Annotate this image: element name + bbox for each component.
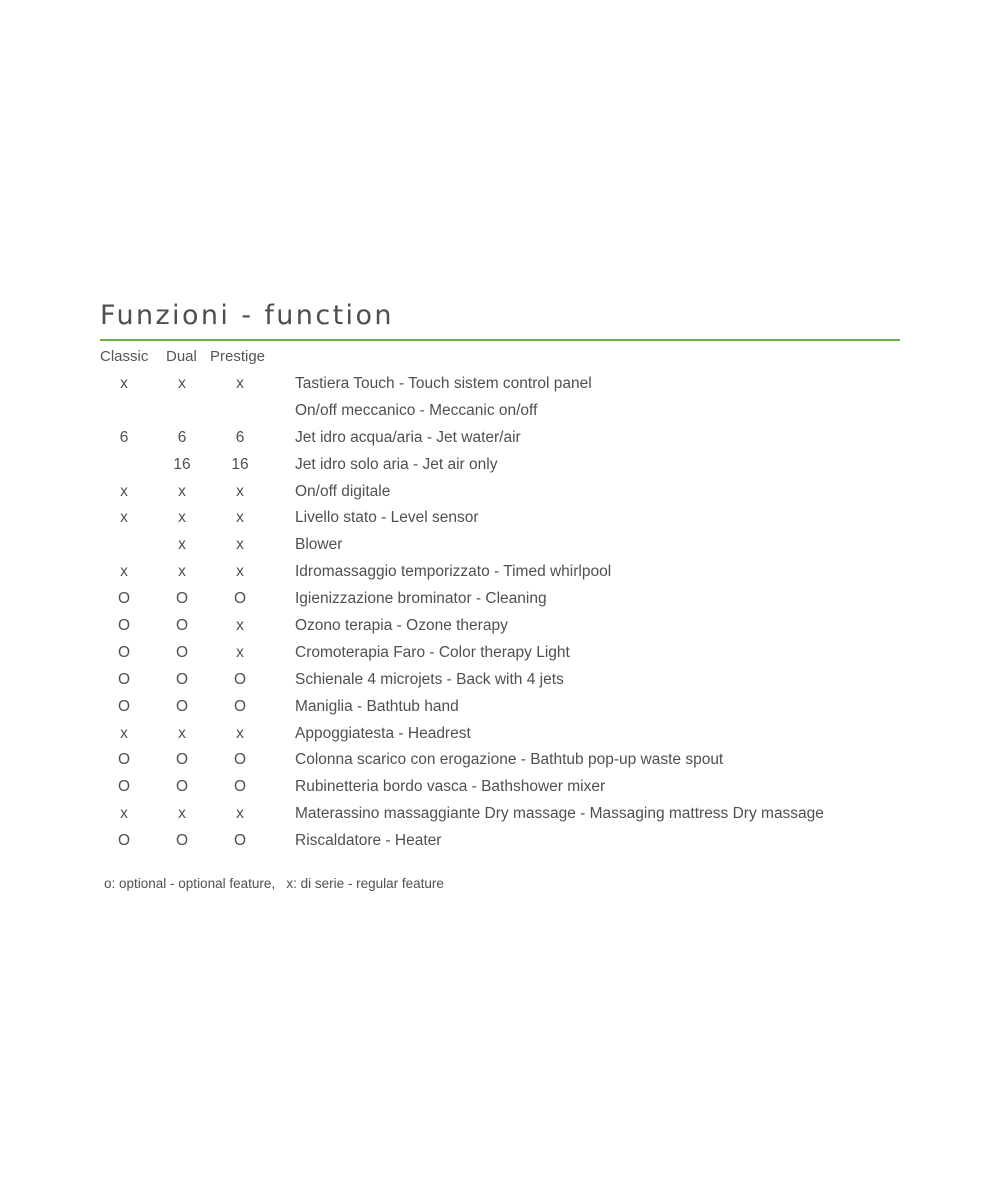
feature-label: Schienale 4 microjets - Back with 4 jets	[295, 670, 564, 688]
feature-label: Jet idro solo aria - Jet air only	[295, 455, 498, 473]
feature-label: Livello stato - Level sensor	[295, 509, 479, 527]
cell-prestige: O	[233, 751, 247, 769]
cell-dual: x	[178, 724, 186, 742]
cell-classic: x	[120, 482, 128, 500]
cell-prestige: 16	[231, 455, 249, 473]
column-header-dual: Dual	[166, 348, 197, 365]
cell-dual: O	[175, 590, 189, 608]
cell-classic: x	[120, 375, 128, 392]
cell-dual: x	[178, 482, 186, 500]
cell-dual: x	[178, 805, 186, 823]
cell-prestige: x	[236, 643, 244, 661]
cell-prestige: x	[236, 375, 244, 392]
cell-prestige: O	[233, 778, 247, 796]
cell-classic: x	[120, 805, 128, 823]
column-header-classic: Classic	[100, 348, 149, 365]
cell-classic: O	[117, 778, 131, 796]
cell-dual: O	[175, 670, 189, 688]
cell-prestige: O	[233, 697, 247, 715]
cell-dual: 6	[177, 428, 187, 446]
cell-dual: O	[175, 778, 189, 796]
cell-classic: x	[120, 724, 128, 742]
cell-prestige: 6	[235, 428, 245, 446]
cell-dual: x	[178, 536, 186, 554]
cell-prestige: x	[236, 805, 244, 823]
table-row	[0, 587, 1000, 614]
table-row	[0, 829, 1000, 856]
cell-dual: x	[178, 563, 186, 581]
table-row	[0, 372, 1000, 399]
table-row	[0, 560, 1000, 587]
feature-table	[0, 372, 1000, 856]
table-row	[0, 506, 1000, 533]
title-divider	[100, 339, 900, 341]
feature-label: Colonna scarico con erogazione - Bathtub pop-up waste spout	[295, 751, 724, 769]
cell-dual: 16	[173, 455, 191, 473]
table-header	[0, 348, 1000, 368]
cell-classic: x	[120, 509, 128, 527]
table-row	[0, 748, 1000, 775]
table-row	[0, 399, 1000, 426]
cell-classic: 6	[119, 428, 129, 446]
table-row	[0, 453, 1000, 480]
feature-label: Rubinetteria bordo vasca - Bathshower mixer	[295, 778, 606, 796]
table-row	[0, 480, 1000, 507]
feature-label: Riscaldatore - Heater	[295, 832, 442, 850]
cell-dual: x	[178, 509, 186, 527]
cell-dual: x	[178, 375, 186, 392]
cell-prestige: O	[233, 832, 247, 850]
cell-prestige: x	[236, 536, 244, 554]
cell-classic: O	[117, 832, 131, 850]
cell-classic: O	[117, 697, 131, 715]
feature-label: Materassino massaggiante Dry massage - Massaging mattress Dry massage	[295, 805, 824, 823]
cell-classic: O	[117, 670, 131, 688]
cell-prestige: x	[236, 563, 244, 581]
cell-dual: O	[175, 617, 189, 635]
page-title: Funzioni - function	[100, 300, 394, 331]
table-row	[0, 668, 1000, 695]
feature-label: Jet idro acqua/aria - Jet water/air	[295, 428, 521, 446]
cell-prestige: x	[236, 724, 244, 742]
cell-prestige: O	[233, 590, 247, 608]
cell-dual: O	[175, 697, 189, 715]
feature-label: Maniglia - Bathtub hand	[295, 697, 459, 715]
table-row	[0, 722, 1000, 749]
cell-classic: x	[120, 563, 128, 581]
column-header-prestige: Prestige	[210, 348, 266, 365]
feature-label: Ozono terapia - Ozone therapy	[295, 617, 508, 635]
table-row	[0, 641, 1000, 668]
table-row	[0, 695, 1000, 722]
cell-classic: O	[117, 643, 131, 661]
table-row	[0, 802, 1000, 829]
cell-prestige: x	[236, 482, 244, 500]
cell-prestige: x	[236, 509, 244, 527]
legend-note: o: optional - optional feature, x: di serie - regular feature	[104, 876, 444, 891]
cell-classic: O	[117, 590, 131, 608]
feature-label: Appoggiatesta - Headrest	[295, 724, 471, 742]
feature-label: Igienizzazione brominator - Cleaning	[295, 590, 547, 608]
feature-label: On/off meccanico - Meccanic on/off	[295, 401, 538, 419]
table-row	[0, 533, 1000, 560]
cell-prestige: O	[233, 670, 247, 688]
cell-classic: O	[117, 751, 131, 769]
table-row	[0, 775, 1000, 802]
feature-label: Idromassaggio temporizzato - Timed whirlpool	[295, 563, 612, 581]
table-row	[0, 426, 1000, 453]
cell-dual: O	[175, 832, 189, 850]
feature-label: Blower	[295, 536, 343, 554]
cell-classic: O	[117, 617, 131, 635]
table-row	[0, 614, 1000, 641]
feature-label: Cromoterapia Faro - Color therapy Light	[295, 643, 570, 661]
feature-label: On/off digitale	[295, 482, 391, 500]
feature-label: Tastiera Touch - Touch sistem control panel	[295, 375, 592, 392]
cell-dual: O	[175, 643, 189, 661]
cell-dual: O	[175, 751, 189, 769]
cell-prestige: x	[236, 617, 244, 635]
